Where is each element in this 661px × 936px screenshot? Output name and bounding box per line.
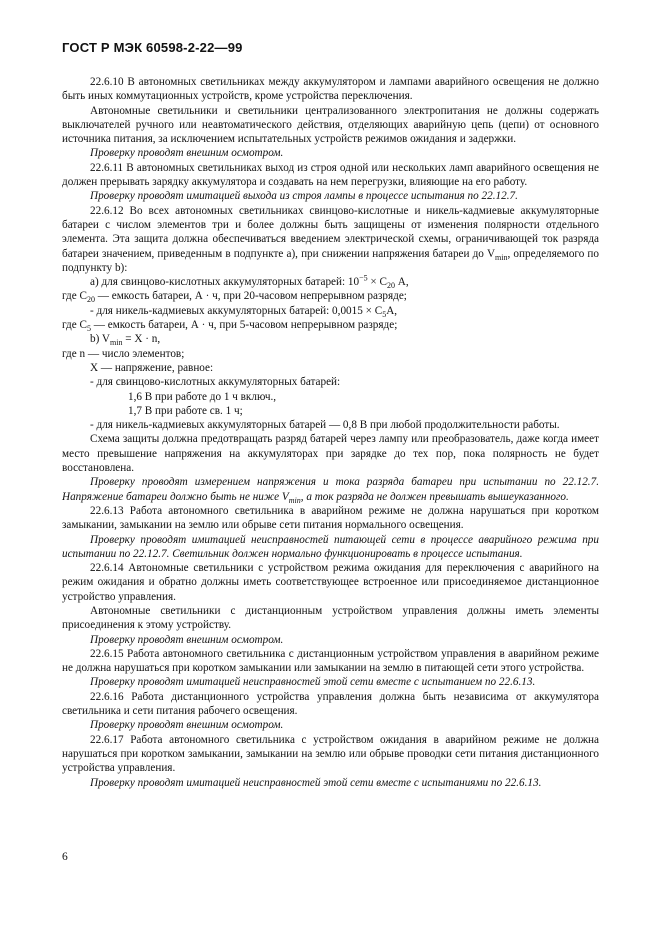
paragraph-p10-sub: 5 (86, 324, 91, 334)
paragraph-p17 (62, 418, 599, 432)
paragraph-p5-text: Проверку проводят имитацией выхода из строя лампы в процессе испытания по 22.12.7. (90, 190, 518, 203)
paragraph-p21 (62, 533, 599, 562)
paragraph-p6-text: 22.6.12 Во всех автономных светильниках свинцово-кислотные и никель-кадмиевые аккумуляторные батареи с числом элементов три и более должны быть защищены от изменения полярности отдельного элемента. Эта защита должна обеспечиваться введением электрической схемы, ограничивающей ток разряда батареи значением, приведенным в подпункте а), при снижении напряжения батареи до V (62, 204, 599, 260)
paragraph-p12 (62, 347, 599, 361)
paragraph-p27-text: 22.6.16 Работа дистанционного устройства управления должна быть независима от аккумулятора светильника и сети питания рабочего освещения. (62, 690, 599, 718)
paragraph-p15 (62, 390, 599, 404)
paragraph-p6-tail: , определяемого по подпункту b): (62, 247, 599, 274)
paragraph-p15-text: 1,6 В при работе до 1 ч включ., (128, 390, 277, 403)
paragraph-p29-text: 22.6.17 Работа автономного светильника с устройством ожидания в аварийном режиме не должна нарушаться при коротком замыкании, замыкании на землю или обрыве проводки сети питания дистанционного устройства управления. (62, 733, 599, 775)
paragraph-p18-text: Схема защиты должна предотвращать разряд батарей через лампу или преобразователь, даже когда имеет место превышение напряжения на аккумуляторах при зарядке до тех пор, пока полярность не будет восстановлена. (62, 433, 599, 475)
paragraph-p9 (62, 304, 599, 318)
paragraph-p7 (62, 275, 599, 289)
paragraph-p11-text: b) V (90, 333, 110, 346)
paragraph-p7-tail: × C (367, 276, 387, 289)
paragraph-p23-text: Автономные светильники с дистанционным устройством управления должны иметь элементы присоединения к этому устройству. (62, 604, 599, 632)
paragraph-p19-text: Проверку проводят измерением напряжения и тока разряда батареи при испытании по 22.12.7. Напряжение батареи должно быть не ниже V (62, 476, 599, 503)
paragraph-p6-sub: min (495, 252, 508, 262)
page-number: 6 (62, 851, 68, 863)
paragraph-p1-text: 22.6.10 В автономных светильниках между аккумулятором и лампами аварийного освещения не должно быть иных коммутационных устройств, кроме устройства переключения. (62, 76, 599, 103)
paragraph-p5 (62, 189, 599, 203)
paragraph-p16-text: 1,7 В при работе св. 1 ч; (128, 404, 243, 417)
paragraph-p28-text: Проверку проводят внешним осмотром. (90, 719, 284, 732)
paragraph-p26-text: Проверку проводят имитацией неисправностей этой сети вместе с испытанием по 22.6.13. (90, 676, 536, 689)
paragraph-p12-text: где n — число элементов; (62, 347, 185, 360)
paragraph-p9-sub: 5 (382, 309, 387, 319)
paragraph-p3 (62, 146, 599, 160)
paragraph-p21-text: Проверку проводят имитацией неисправностей питающей сети в процессе аварийного режима при испытании по 22.12.7. Светильник должен нормально функционировать в процессе испытания. (62, 533, 599, 560)
paragraph-p7-text: а) для свинцово-кислотных аккумуляторных батарей: 10 (90, 276, 360, 289)
paragraph-p7-tail2: А, (394, 276, 409, 289)
paragraph-p10-tail: — емкость батареи, А · ч, при 5-часовом непрерывном разряде; (90, 319, 398, 332)
paragraph-p4-text: 22.6.11 В автономных светильниках выход из строя одной или нескольких ламп аварийного освещения не должен прерывать зарядку аккумулятора и создавать на нем перегрузки, влияющие на его работу. (62, 161, 599, 189)
paragraph-p16 (62, 404, 599, 418)
paragraph-p29 (62, 733, 599, 776)
paragraph-p9-tail: А, (386, 304, 398, 317)
paragraph-p4 (62, 161, 599, 190)
paragraph-p11 (62, 332, 599, 346)
document-header: ГОСТ Р МЭК 60598-2-22—99 (62, 40, 243, 55)
paragraph-p23 (62, 604, 599, 633)
paragraph-p2-text: Автономные светильники и светильники централизованного электропитания не должны содержать выключателей ручного или неавтоматического действия, отделяющих аварийную цепь (цепи) от основного источника питания, за исключением испытательных устройств режимов ожидания и задержки. (62, 104, 599, 146)
paragraph-p30-text: Проверку проводят имитацией неисправностей этой сети вместе с испытаниями по 22.6.13. (90, 776, 542, 789)
paragraph-p9-text: - для никель-кадмиевых аккумуляторных батарей: 0,0015 × C (90, 304, 383, 317)
paragraph-p13 (62, 361, 599, 375)
paragraph-p10-text: где C (62, 319, 87, 332)
paragraph-p3-text: Проверку проводят внешним осмотром. (90, 147, 284, 160)
paragraph-p10 (62, 318, 599, 332)
paragraph-p14-text: - для свинцово-кислотных аккумуляторных батарей: (90, 376, 341, 389)
paragraph-p8-text: где C (62, 290, 87, 303)
paragraph-p11-tail: = X · n, (122, 333, 161, 346)
paragraph-p14 (62, 375, 599, 389)
paragraph-p30 (62, 776, 599, 790)
paragraph-p8-sub: 20 (86, 295, 95, 305)
paragraph-p24-text: Проверку проводят внешним осмотром. (90, 633, 284, 646)
paragraph-p20 (62, 504, 599, 533)
document-body (62, 75, 599, 790)
paragraph-p25-text: 22.6.15 Работа автономного светильника с дистанционным устройством управления в аварийном режиме не должна нарушаться при коротком замыкании или замыкании на землю в питающей сети этого устройства. (62, 647, 599, 675)
paragraph-p22-text: 22.6.14 Автономные светильники с устройством режима ожидания для переключения с аварийного на режим ожидания и обратно должны иметь соответствующее встроенное или присоединяемое дистанционное устройство управления. (62, 562, 599, 603)
paragraph-p25 (62, 647, 599, 676)
paragraph-p19-tail: , а ток разряда не должен превышать вышеуказанного. (300, 490, 569, 503)
paragraph-p27 (62, 690, 599, 719)
paragraph-p24 (62, 633, 599, 647)
paragraph-p20-text: 22.6.13 Работа автономного светильника в аварийном режиме не должна нарушаться при коротком замыкании, замыкании на землю или обрыве сети питания нормального освещения. (62, 504, 599, 532)
paragraph-p26 (62, 675, 599, 689)
paragraph-p1 (62, 75, 599, 104)
paragraph-p11-sub: min (110, 338, 123, 348)
paragraph-p19-sub: min (288, 495, 301, 505)
paragraph-p7-sub: 20 (386, 281, 395, 291)
paragraph-p8-tail: — емкость батареи, А · ч, при 20-часовом непрерывном разряде; (94, 290, 407, 303)
paragraph-p28 (62, 718, 599, 732)
paragraph-p13-text: X — напряжение, равное: (90, 361, 214, 374)
paragraph-p19 (62, 475, 599, 504)
paragraph-p17-text: - для никель-кадмиевых аккумуляторных батарей — 0,8 В при любой продолжительности работы. (90, 419, 560, 432)
paragraph-p8 (62, 289, 599, 303)
paragraph-p7-sup: −5 (359, 273, 368, 283)
paragraph-p18 (62, 432, 599, 475)
paragraph-p22 (62, 561, 599, 604)
paragraph-p6 (62, 204, 599, 275)
paragraph-p2 (62, 104, 599, 147)
